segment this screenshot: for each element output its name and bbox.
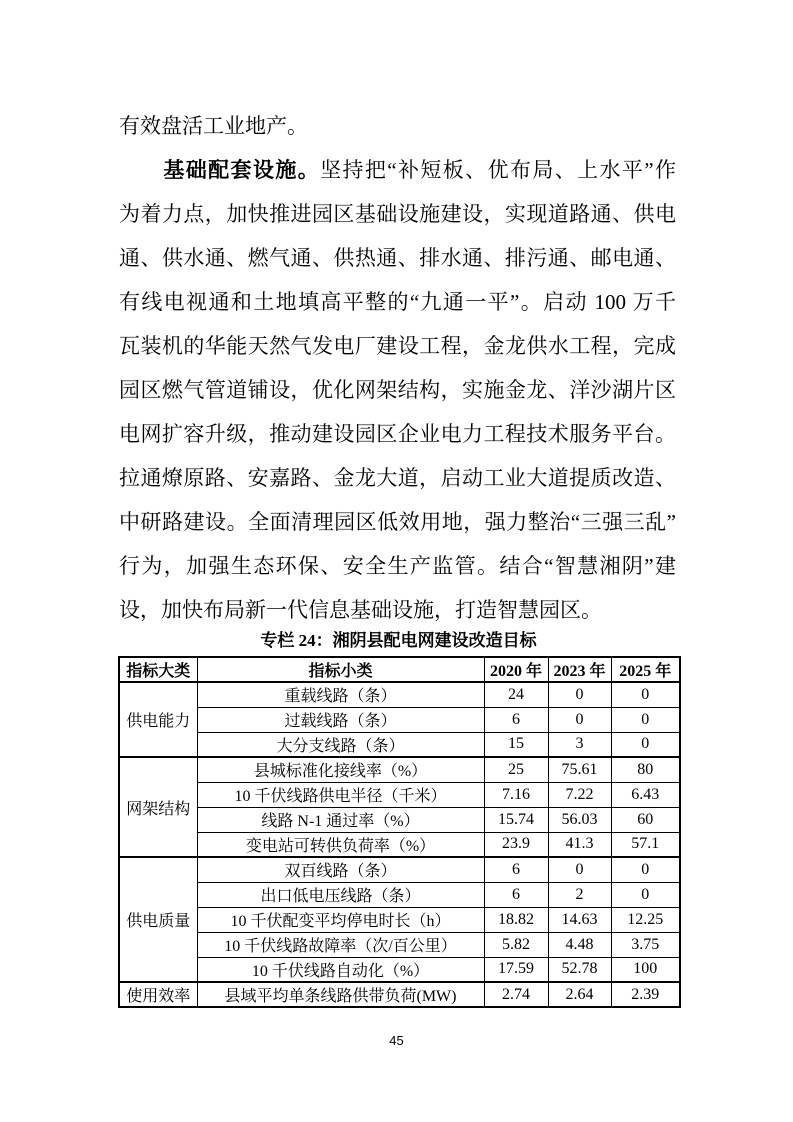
indicator-cell: 10 千伏线路故障率（次/百公里） — [197, 932, 484, 957]
text-line: 基础配套设施。坚持把“补短板、优布局、上水平”作 — [162, 158, 676, 182]
value-cell: 15 — [484, 732, 548, 757]
value-cell: 80 — [611, 757, 680, 782]
value-cell: 24 — [484, 682, 548, 707]
value-cell: 17.59 — [484, 957, 548, 982]
table-row — [119, 682, 680, 707]
page-number: 45 — [389, 1033, 404, 1048]
value-cell: 0 — [548, 682, 611, 707]
table-row — [119, 907, 680, 932]
text-line: 园区燃气管道铺设，优化网架结构，实施金龙、洋沙湖片区 — [119, 378, 676, 402]
text-line: 瓦装机的华能天然气发电厂建设工程，金龙供水工程，完成 — [119, 334, 676, 358]
indicator-cell: 10 千伏线路自动化（%） — [197, 957, 484, 982]
header-indicator-category: 指标大类 — [119, 657, 197, 682]
paragraph-lead-bold: 基础配套设施。 — [162, 158, 321, 182]
value-cell: 2.74 — [484, 982, 548, 1007]
value-cell: 60 — [611, 807, 680, 832]
text-line: 有线电视通和土地填高平整的“九通一平”。启动 100 万千 — [119, 290, 676, 314]
indicator-cell: 县城标准化接线率（%） — [197, 757, 484, 782]
table-row — [119, 882, 680, 907]
header-indicator-subcategory: 指标小类 — [197, 657, 484, 682]
text-line: 拉通燎原路、安嘉路、金龙大道，启动工业大道提质改造、 — [119, 466, 676, 490]
category-cell: 供电能力 — [119, 682, 197, 757]
indicator-cell: 双百线路（条） — [197, 857, 484, 882]
table-row — [119, 757, 680, 782]
table-row — [119, 832, 680, 857]
body-text — [119, 104, 676, 632]
text-line: 有效盘活工业地产。 — [119, 114, 308, 138]
table-caption: 专栏 24：湘阴县配电网建设改造目标 — [260, 631, 537, 650]
indicator-cell: 10 千伏配变平均停电时长（h） — [197, 907, 484, 932]
category-cell: 使用效率 — [119, 982, 197, 1007]
power-grid-goal-table — [118, 656, 681, 1008]
value-cell: 75.61 — [548, 757, 611, 782]
table-row — [119, 782, 680, 807]
indicator-cell: 过载线路（条） — [197, 707, 484, 732]
value-cell: 0 — [611, 732, 680, 757]
value-cell: 0 — [611, 707, 680, 732]
header-year-2020: 2020 年 — [484, 657, 548, 682]
value-cell: 2 — [548, 882, 611, 907]
indicator-cell: 变电站可转供负荷率（%） — [197, 832, 484, 857]
value-cell: 52.78 — [548, 957, 611, 982]
table-row — [119, 857, 680, 882]
value-cell: 4.48 — [548, 932, 611, 957]
table-row — [119, 957, 680, 982]
value-cell: 0 — [548, 857, 611, 882]
value-cell: 23.9 — [484, 832, 548, 857]
value-cell: 18.82 — [484, 907, 548, 932]
value-cell: 100 — [611, 957, 680, 982]
table-row — [119, 732, 680, 757]
indicator-cell: 10 千伏线路供电半径（千米） — [197, 782, 484, 807]
text-line: 设，加快布局新一代信息基础设施，打造智慧园区。 — [119, 598, 602, 622]
table-row — [119, 982, 680, 1007]
value-cell: 6 — [484, 707, 548, 732]
indicator-cell: 出口低电压线路（条） — [197, 882, 484, 907]
value-cell: 6 — [484, 882, 548, 907]
value-cell: 2.39 — [611, 982, 680, 1007]
value-cell: 15.74 — [484, 807, 548, 832]
category-cell: 网架结构 — [119, 757, 197, 857]
value-cell: 0 — [611, 857, 680, 882]
text-line: 通、供水通、燃气通、供热通、排水通、排污通、邮电通、 — [119, 246, 676, 270]
value-cell: 41.3 — [548, 832, 611, 857]
header-year-2025: 2025 年 — [611, 657, 680, 682]
text-line: 中研路建设。全面清理园区低效用地，强力整治“三强三乱” — [119, 510, 676, 534]
text-line: 为着力点，加快推进园区基础设施建设，实现道路通、供电 — [119, 202, 676, 226]
indicator-cell: 重载线路（条） — [197, 682, 484, 707]
table-header-row — [119, 657, 680, 682]
indicator-cell: 线路 N-1 通过率（%） — [197, 807, 484, 832]
value-cell: 0 — [548, 707, 611, 732]
text-line: 电网扩容升级，推动建设园区企业电力工程技术服务平台。 — [119, 422, 676, 446]
indicator-cell: 大分支线路（条） — [197, 732, 484, 757]
table-row — [119, 932, 680, 957]
value-cell: 6.43 — [611, 782, 680, 807]
table-row — [119, 807, 680, 832]
value-cell: 0 — [611, 682, 680, 707]
value-cell: 0 — [611, 882, 680, 907]
table-row — [119, 707, 680, 732]
value-cell: 25 — [484, 757, 548, 782]
value-cell: 5.82 — [484, 932, 548, 957]
value-cell: 2.64 — [548, 982, 611, 1007]
header-year-2023: 2023 年 — [548, 657, 611, 682]
value-cell: 14.63 — [548, 907, 611, 932]
value-cell: 3.75 — [611, 932, 680, 957]
value-cell: 6 — [484, 857, 548, 882]
value-cell: 7.22 — [548, 782, 611, 807]
value-cell: 57.1 — [611, 832, 680, 857]
value-cell: 7.16 — [484, 782, 548, 807]
text-line: 行为，加强生态环保、安全生产监管。结合“智慧湘阴”建 — [119, 554, 676, 578]
category-cell: 供电质量 — [119, 857, 197, 982]
value-cell: 12.25 — [611, 907, 680, 932]
value-cell: 56.03 — [548, 807, 611, 832]
indicator-cell: 县域平均单条线路供带负荷(MW) — [197, 982, 484, 1007]
value-cell: 3 — [548, 732, 611, 757]
